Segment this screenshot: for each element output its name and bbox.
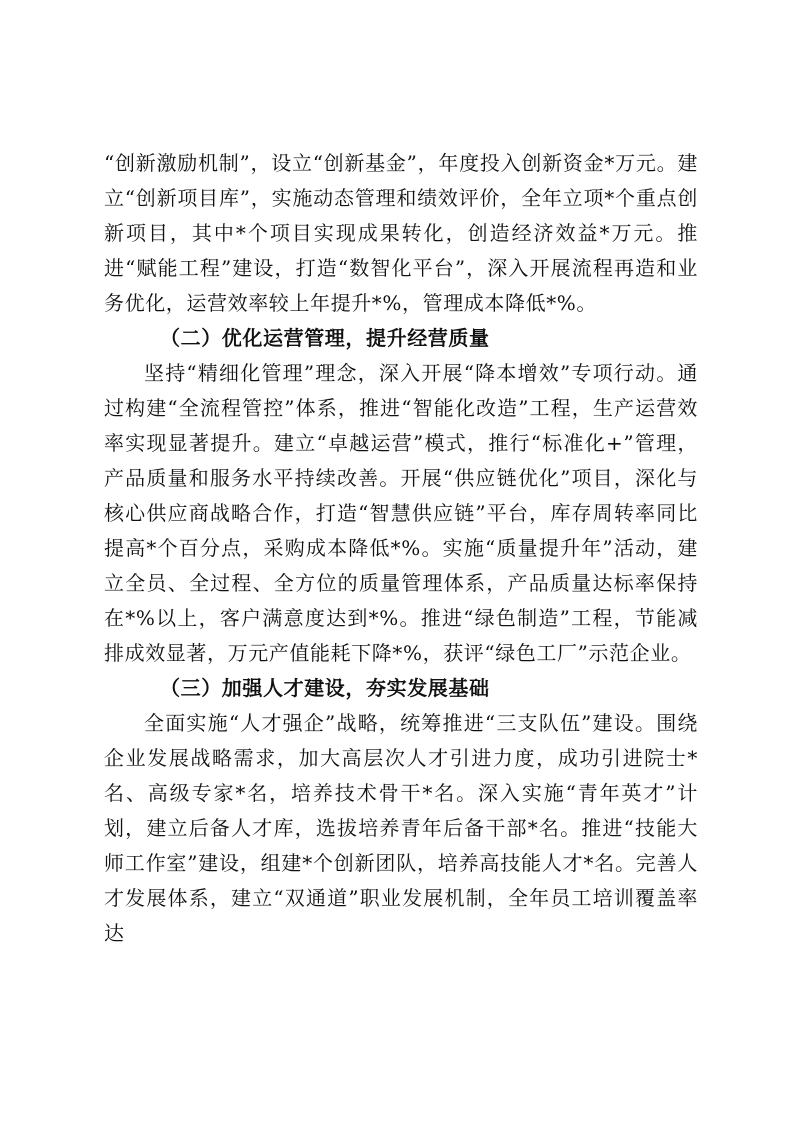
paragraph-operations: 坚持“精细化管理”理念，深入开展“降本增效”专项行动。通过构建“全流程管控”体系，推进“智能化改造”工程，生产运营效率实现显著提升。建立“卓越运营”模式，推行“标准化+”管理，产品质量和服务水平持续改善。开展“供应链优化”项目，深化与核心供应商战略合作，打造“智慧供应链”平台，库存周转率同比提高*个百分点，采购成本降低*%。实施“质量提升年”活动，建立全员、全过程、全方位的质量管理体系，产品质量达标率保持在*%以上，客户满意度达到*%。推进“绿色制造”工程，节能减排成效显著，万元产值能耗下降*%，获评“绿色工厂”示范企业。 (104, 361, 698, 665)
paragraph-talent: 全面实施“人才强企”战略，统筹推进“三支队伍”建设。围绕企业发展战略需求，加大高层次人才引进力度，成功引进院士*名、高级专家*名，培养技术骨干*名。深入实施“青年英才”计划，建立后备人才库，选拔培养青年后备干部*名。推进“技能大师工作室”建设，组建*个创新团队，培养高技能人才*名。完善人才发展体系，建立“双通道”职业发展机制，全年员工培训覆盖率达 (104, 711, 698, 945)
paragraph-innovation-mechanism: “创新激励机制”，设立“创新基金”，年度投入创新资金*万元。建立“创新项目库”，实施动态管理和绩效评价，全年立项*个重点创新项目，其中*个项目实现成果转化，创造经济效益*万元。推进“赋能工程”建设，打造“数智化平台”，深入开展流程再造和业务优化，运营效率较上年提升*%，管理成本降低*%。 (104, 151, 698, 315)
section-heading-operations: （二）优化运营管理，提升经营质量 (160, 326, 490, 350)
section-heading-talent: （三）加强人才建设，夯实发展基础 (160, 676, 490, 700)
document-body (104, 146, 698, 951)
